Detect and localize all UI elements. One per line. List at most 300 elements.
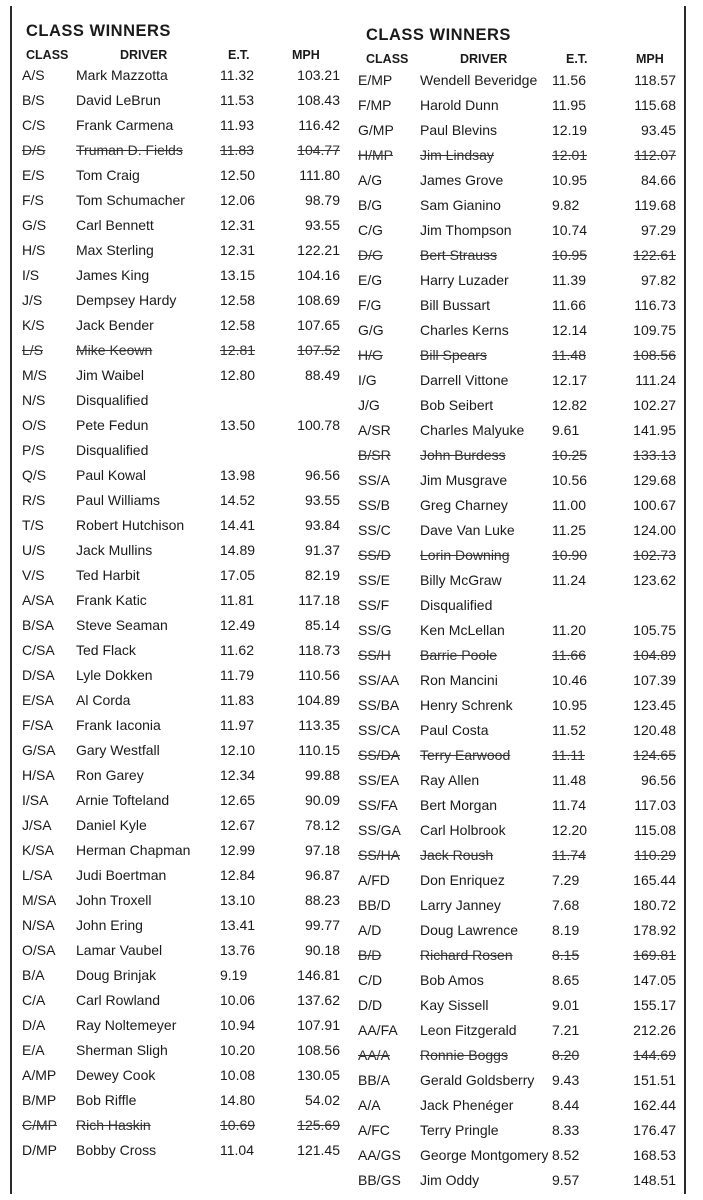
driver-cell: Jack Mullins	[76, 542, 153, 558]
mph-cell: 97.82	[640, 272, 676, 288]
et-cell: 14.89	[220, 542, 256, 558]
class-cell: C/S	[22, 117, 46, 133]
table-row	[20, 138, 350, 163]
driver-cell: Jim Waibel	[76, 367, 144, 383]
mph-cell: 133.13	[633, 447, 676, 463]
et-cell: 11.48	[552, 347, 586, 363]
class-cell: SS/CA	[358, 722, 401, 738]
table-row	[356, 168, 682, 193]
mph-cell: 93.55	[304, 217, 340, 233]
mph-cell: 169.81	[633, 947, 676, 963]
table-row	[356, 968, 682, 993]
et-cell: 17.05	[220, 567, 256, 583]
et-cell: 8.19	[552, 922, 580, 938]
mph-cell: 97.18	[304, 842, 340, 858]
table-row	[20, 1088, 350, 1113]
mph-cell: 116.73	[634, 297, 676, 313]
mph-cell: 130.05	[297, 1067, 340, 1083]
et-cell: 11.39	[552, 272, 586, 288]
mph-cell: 115.08	[634, 822, 676, 838]
class-cell: D/A	[22, 1017, 46, 1033]
et-cell: 10.95	[552, 247, 588, 263]
class-cell: H/MP	[358, 147, 393, 163]
driver-cell: Larry Janney	[420, 897, 501, 913]
mph-cell: 115.68	[634, 97, 676, 113]
driver-cell: Paul Williams	[76, 492, 161, 508]
driver-cell: Bert Strauss	[420, 247, 498, 263]
class-cell: C/SA	[22, 642, 55, 658]
et-cell: 11.74	[552, 797, 586, 813]
table-row	[20, 763, 350, 788]
class-cell: C/D	[358, 972, 383, 988]
class-cell: SS/B	[358, 497, 390, 513]
driver-cell: Harry Luzader	[420, 272, 509, 288]
header-driver: DRIVER	[460, 52, 508, 66]
et-cell: 12.10	[220, 742, 256, 758]
mph-cell: 78.12	[304, 817, 340, 833]
table-row	[20, 713, 350, 738]
table-row	[356, 418, 682, 443]
table-row	[356, 1118, 682, 1143]
et-cell: 11.52	[552, 722, 586, 738]
class-cell: AA/FA	[358, 1022, 398, 1038]
driver-cell: Harold Dunn	[420, 97, 499, 113]
driver-cell: Herman Chapman	[76, 842, 191, 858]
et-cell: 7.21	[552, 1022, 580, 1038]
class-cell: E/S	[22, 167, 45, 183]
table-row	[356, 743, 682, 768]
table-row	[20, 238, 350, 263]
et-cell: 9.19	[220, 967, 248, 983]
mph-cell: 110.15	[298, 742, 340, 758]
mph-cell: 96.56	[640, 772, 676, 788]
table-row	[20, 313, 350, 338]
et-cell: 9.01	[552, 997, 580, 1013]
et-cell: 12.82	[552, 397, 588, 413]
table-row	[356, 843, 682, 868]
mph-cell: 144.69	[633, 1047, 676, 1063]
column-title: CLASS WINNERS	[26, 22, 171, 40]
et-cell: 13.15	[220, 267, 256, 283]
class-cell: L/SA	[22, 867, 53, 883]
class-cell: SS/F	[358, 597, 390, 613]
driver-cell: Ray Noltemeyer	[76, 1017, 177, 1033]
class-cell: SS/GA	[358, 822, 401, 838]
driver-cell: John Ering	[76, 917, 143, 933]
mph-cell: 116.42	[298, 117, 340, 133]
mph-cell: 168.53	[633, 1147, 676, 1163]
class-cell: D/G	[358, 247, 383, 263]
driver-cell: Terry Pringle	[420, 1122, 499, 1138]
et-cell: 10.94	[220, 1017, 256, 1033]
table-row	[20, 288, 350, 313]
driver-cell: Mark Mazzotta	[76, 67, 168, 83]
et-cell: 12.49	[220, 617, 256, 633]
table-row	[356, 243, 682, 268]
class-cell: D/SA	[22, 667, 55, 683]
et-cell: 13.41	[220, 917, 256, 933]
class-cell: A/FC	[358, 1122, 390, 1138]
mph-cell: 178.92	[633, 922, 676, 938]
mph-cell: 98.79	[304, 192, 340, 208]
table-row	[20, 588, 350, 613]
table-row	[20, 988, 350, 1013]
table-row	[356, 893, 682, 918]
et-cell: 11.79	[220, 667, 254, 683]
driver-cell: Jack Bender	[76, 317, 154, 333]
table-row	[20, 213, 350, 238]
driver-cell: Doug Lawrence	[420, 922, 519, 938]
et-cell: 10.74	[552, 222, 588, 238]
driver-cell: Judi Boertman	[76, 867, 167, 883]
mph-cell: 96.87	[304, 867, 340, 883]
et-cell: 7.29	[552, 872, 580, 888]
table-row	[356, 943, 682, 968]
class-cell: G/S	[22, 217, 47, 233]
driver-cell: Doug Brinjak	[76, 967, 157, 983]
table-row	[20, 188, 350, 213]
table-row	[20, 1063, 350, 1088]
driver-cell: Leon Fitzgerald	[420, 1022, 517, 1038]
driver-cell: Steve Seaman	[76, 617, 168, 633]
driver-cell: George Montgomery	[420, 1147, 549, 1163]
et-cell: 12.17	[552, 372, 588, 388]
header-driver: DRIVER	[120, 48, 168, 62]
et-cell: 10.56	[552, 472, 588, 488]
mph-cell: 117.03	[634, 797, 676, 813]
table-row	[356, 268, 682, 293]
class-cell: D/MP	[22, 1142, 57, 1158]
et-cell: 10.20	[220, 1042, 256, 1058]
class-cell: T/S	[22, 517, 44, 533]
class-cell: AA/A	[358, 1047, 390, 1063]
mph-cell: 110.29	[634, 847, 676, 863]
mph-cell: 104.89	[297, 692, 340, 708]
mph-cell: 137.62	[297, 992, 340, 1008]
table-row	[356, 818, 682, 843]
driver-cell: Al Corda	[76, 692, 131, 708]
mph-cell: 107.52	[297, 342, 340, 358]
table-row	[20, 1038, 350, 1063]
mph-cell: 129.68	[633, 472, 676, 488]
mph-cell: 100.78	[297, 417, 340, 433]
mph-cell: 122.21	[297, 242, 340, 258]
mph-cell: 100.67	[633, 497, 676, 513]
driver-cell: Dewey Cook	[76, 1067, 156, 1083]
mph-cell: 117.18	[298, 592, 340, 608]
driver-cell: Bobby Cross	[76, 1142, 157, 1158]
driver-cell: Daniel Kyle	[76, 817, 147, 833]
driver-cell: Bob Riffle	[76, 1092, 137, 1108]
class-cell: D/D	[358, 997, 383, 1013]
mph-cell: 119.68	[634, 197, 676, 213]
results-list	[20, 63, 350, 1163]
mph-cell: 107.91	[297, 1017, 340, 1033]
driver-cell: Lyle Dokken	[76, 667, 153, 683]
mph-cell: 120.48	[633, 722, 676, 738]
class-cell: SS/H	[358, 647, 391, 663]
driver-cell: Jim Musgrave	[420, 472, 508, 488]
class-cell: A/SR	[358, 422, 391, 438]
class-cell: AA/GS	[358, 1147, 401, 1163]
driver-cell: Arnie Tofteland	[76, 792, 170, 808]
mph-cell: 109.75	[633, 322, 676, 338]
table-row	[20, 1138, 350, 1163]
table-row	[356, 668, 682, 693]
table-row	[356, 1093, 682, 1118]
class-cell: F/SA	[22, 717, 54, 733]
table-row	[20, 263, 350, 288]
et-cell: 10.69	[220, 1117, 256, 1133]
et-cell: 11.95	[552, 97, 586, 113]
mph-cell: 162.44	[633, 1097, 676, 1113]
et-cell: 14.52	[220, 492, 256, 508]
class-cell: B/SA	[22, 617, 54, 633]
class-cell: SS/BA	[358, 697, 400, 713]
header-et: E.T.	[566, 52, 588, 66]
driver-cell: Bill Bussart	[420, 297, 491, 313]
driver-cell: Richard Rosen	[420, 947, 513, 963]
table-row	[356, 1168, 682, 1193]
mph-cell: 108.69	[297, 292, 340, 308]
et-cell: 13.98	[220, 467, 256, 483]
class-cell: A/S	[22, 67, 45, 83]
driver-cell: Gerald Goldsberry	[420, 1072, 535, 1088]
table-row	[20, 388, 350, 413]
driver-cell: Bill Spears	[420, 347, 487, 363]
driver-cell: John Burdess	[420, 447, 506, 463]
class-cell: M/SA	[22, 892, 57, 908]
driver-cell: Dempsey Hardy	[76, 292, 177, 308]
mph-cell: 102.27	[633, 397, 676, 413]
mph-cell: 180.72	[633, 897, 676, 913]
mph-cell: 99.77	[304, 917, 340, 933]
et-cell: 13.50	[220, 417, 256, 433]
header-mph: MPH	[636, 52, 664, 66]
mph-cell: 113.35	[298, 717, 340, 733]
class-cell: A/D	[358, 922, 382, 938]
et-cell: 9.61	[552, 422, 580, 438]
mph-cell: 148.51	[633, 1172, 676, 1188]
mph-cell: 84.66	[640, 172, 676, 188]
et-cell: 11.25	[552, 522, 586, 538]
mph-cell: 111.24	[635, 372, 676, 388]
driver-cell: Jim Lindsay	[420, 147, 494, 163]
table-row	[356, 643, 682, 668]
driver-cell: Sherman Sligh	[76, 1042, 168, 1058]
class-cell: J/SA	[22, 817, 52, 833]
table-row	[20, 488, 350, 513]
table-row	[20, 363, 350, 388]
class-cell: SS/HA	[358, 847, 401, 863]
class-cell: J/S	[22, 292, 43, 308]
driver-cell: James King	[76, 267, 150, 283]
et-cell: 12.50	[220, 167, 256, 183]
table-row	[20, 813, 350, 838]
class-cell: L/S	[22, 342, 44, 358]
et-cell: 10.90	[552, 547, 588, 563]
et-cell: 11.62	[220, 642, 254, 658]
driver-cell: John Troxell	[76, 892, 152, 908]
table-row	[356, 618, 682, 643]
class-cell: Q/S	[22, 467, 47, 483]
table-row	[356, 1143, 682, 1168]
driver-cell: Frank Iaconia	[76, 717, 161, 733]
driver-cell: Paul Blevins	[420, 122, 498, 138]
mph-cell: 93.45	[640, 122, 676, 138]
et-cell: 11.56	[552, 72, 586, 88]
et-cell: 11.83	[220, 692, 254, 708]
et-cell: 8.15	[552, 947, 580, 963]
mph-cell: 85.14	[304, 617, 340, 633]
et-cell: 10.06	[220, 992, 256, 1008]
mph-cell: 90.09	[304, 792, 340, 808]
table-row	[356, 1043, 682, 1068]
mph-cell: 146.81	[297, 967, 340, 983]
table-row	[356, 868, 682, 893]
mph-cell: 123.45	[633, 697, 676, 713]
driver-cell: Robert Hutchison	[76, 517, 185, 533]
table-row	[356, 568, 682, 593]
mph-cell: 123.62	[633, 572, 676, 588]
class-cell: D/S	[22, 142, 46, 158]
et-cell: 12.65	[220, 792, 256, 808]
et-cell: 8.52	[552, 1147, 580, 1163]
et-cell: 9.43	[552, 1072, 580, 1088]
driver-cell: Disqualified	[76, 392, 149, 408]
driver-cell: Ray Allen	[420, 772, 480, 788]
et-cell: 10.95	[552, 172, 588, 188]
et-cell: 11.53	[220, 92, 254, 108]
driver-cell: Ron Mancini	[420, 672, 498, 688]
driver-cell: Barrie Poole	[420, 647, 498, 663]
driver-cell: Ted Flack	[76, 642, 136, 658]
class-cell: G/SA	[22, 742, 56, 758]
driver-cell: Ron Garey	[76, 767, 144, 783]
driver-cell: Charles Kerns	[420, 322, 509, 338]
mph-cell: 124.65	[633, 747, 676, 763]
class-cell: H/S	[22, 242, 46, 258]
et-cell: 11.04	[220, 1142, 254, 1158]
class-cell: SS/AA	[358, 672, 400, 688]
class-cell: N/SA	[22, 917, 55, 933]
table-row	[356, 443, 682, 468]
driver-cell: Carl Holbrook	[420, 822, 506, 838]
table-row	[356, 1018, 682, 1043]
driver-cell: Kay Sissell	[420, 997, 489, 1013]
et-cell: 12.99	[220, 842, 256, 858]
et-cell: 12.58	[220, 292, 256, 308]
et-cell: 8.20	[552, 1047, 580, 1063]
mph-cell: 97.29	[640, 222, 676, 238]
table-row	[356, 768, 682, 793]
driver-cell: Ted Harbit	[76, 567, 140, 583]
table-row	[356, 993, 682, 1018]
class-cell: BB/GS	[358, 1172, 401, 1188]
class-cell: BB/D	[358, 897, 391, 913]
driver-cell: Billy McGraw	[420, 572, 502, 588]
class-cell: K/SA	[22, 842, 54, 858]
table-row	[20, 838, 350, 863]
mph-cell: 54.02	[304, 1092, 340, 1108]
class-cell: A/SA	[22, 592, 54, 608]
et-cell: 12.06	[220, 192, 256, 208]
et-cell: 11.97	[220, 717, 254, 733]
class-cell: B/SR	[358, 447, 391, 463]
class-cell: SS/DA	[358, 747, 401, 763]
class-cell: B/MP	[22, 1092, 57, 1108]
class-cell: B/S	[22, 92, 45, 108]
driver-cell: Terry Earwood	[420, 747, 511, 763]
driver-cell: Jim Oddy	[420, 1172, 480, 1188]
mph-cell: 107.39	[633, 672, 676, 688]
class-cell: B/A	[22, 967, 45, 983]
mph-cell: 105.75	[633, 622, 676, 638]
table-row	[20, 113, 350, 138]
header-class: CLASS	[26, 48, 69, 62]
class-cell: A/G	[358, 172, 383, 188]
table-row	[20, 338, 350, 363]
et-cell: 10.46	[552, 672, 588, 688]
mph-cell: 104.89	[633, 647, 676, 663]
driver-cell: Lamar Vaubel	[76, 942, 163, 958]
class-cell: BB/A	[358, 1072, 390, 1088]
et-cell: 11.32	[220, 67, 254, 83]
mph-cell: 151.51	[633, 1072, 676, 1088]
driver-cell: Charles Malyuke	[420, 422, 525, 438]
table-row	[356, 68, 682, 93]
driver-cell: Greg Charney	[420, 497, 508, 513]
class-cell: E/G	[358, 272, 383, 288]
et-cell: 9.57	[552, 1172, 580, 1188]
class-cell: E/A	[22, 1042, 45, 1058]
mph-cell: 147.05	[633, 972, 676, 988]
driver-cell: Ken McLellan	[420, 622, 505, 638]
et-cell: 12.01	[552, 147, 588, 163]
mph-cell: 212.26	[633, 1022, 676, 1038]
class-cell: B/D	[358, 947, 382, 963]
table-row	[356, 343, 682, 368]
et-cell: 11.11	[552, 747, 585, 763]
driver-cell: Mike Keown	[76, 342, 153, 358]
et-cell: 11.81	[220, 592, 254, 608]
et-cell: 9.82	[552, 197, 580, 213]
et-cell: 11.00	[552, 497, 586, 513]
mph-cell: 99.88	[304, 767, 340, 783]
mph-cell: 110.56	[298, 667, 340, 683]
driver-cell: Jack Roush	[420, 847, 494, 863]
mph-cell: 96.56	[304, 467, 340, 483]
et-cell: 12.84	[220, 867, 256, 883]
et-cell: 11.48	[552, 772, 586, 788]
table-row	[20, 913, 350, 938]
mph-cell: 93.55	[304, 492, 340, 508]
class-cell: M/S	[22, 367, 47, 383]
mph-cell: 108.43	[297, 92, 340, 108]
class-cell: G/G	[358, 322, 384, 338]
et-cell: 11.74	[552, 847, 586, 863]
mph-cell: 107.65	[297, 317, 340, 333]
driver-cell: Frank Carmena	[76, 117, 174, 133]
mph-cell: 141.95	[633, 422, 676, 438]
class-cell: SS/E	[358, 572, 390, 588]
driver-cell: Disqualified	[76, 442, 149, 458]
table-row	[20, 963, 350, 988]
table-row	[356, 318, 682, 343]
table-row	[356, 718, 682, 743]
table-row	[20, 88, 350, 113]
mph-cell: 118.57	[634, 72, 676, 88]
